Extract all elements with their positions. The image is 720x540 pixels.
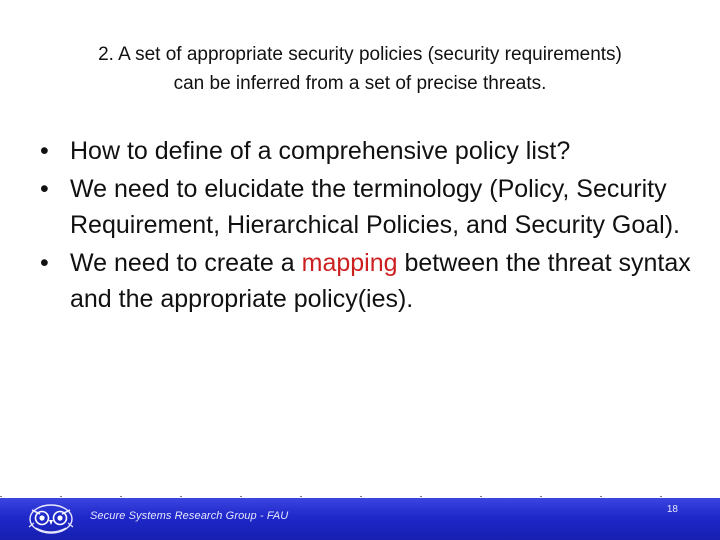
bullet-text: We need to elucidate the terminology (Policy, Security Requirement, Hierarchical Policies, and Security Goal). bbox=[70, 175, 680, 239]
bullet-item bbox=[40, 133, 700, 169]
page-number: 18 bbox=[666, 504, 678, 515]
owl-logo-icon bbox=[26, 500, 76, 536]
bullet-text: How to define of a comprehensive policy list? bbox=[70, 137, 571, 165]
slide-title bbox=[30, 40, 690, 98]
bullet-text-before: We need to create a bbox=[70, 249, 302, 277]
bullet-item bbox=[40, 171, 700, 243]
bullet-text-after: between the threat syntax and the appropriate policy(ies). bbox=[70, 249, 691, 313]
footer-text: Secure Systems Research Group - FAU bbox=[90, 510, 289, 522]
slide-title-line-1: 2. A set of appropriate security policies (security requirements) bbox=[98, 44, 622, 65]
bullet-marker: • bbox=[40, 137, 49, 165]
footer-divider bbox=[0, 496, 720, 497]
footer-bar bbox=[0, 498, 720, 540]
slide-title-line-2: can be inferred from a set of precise threats. bbox=[173, 73, 547, 94]
highlighted-term: mapping bbox=[301, 249, 398, 277]
bullet-list bbox=[40, 133, 700, 319]
bullet-item bbox=[40, 245, 700, 317]
bullet-marker: • bbox=[40, 249, 49, 277]
bullet-marker: • bbox=[40, 175, 49, 203]
